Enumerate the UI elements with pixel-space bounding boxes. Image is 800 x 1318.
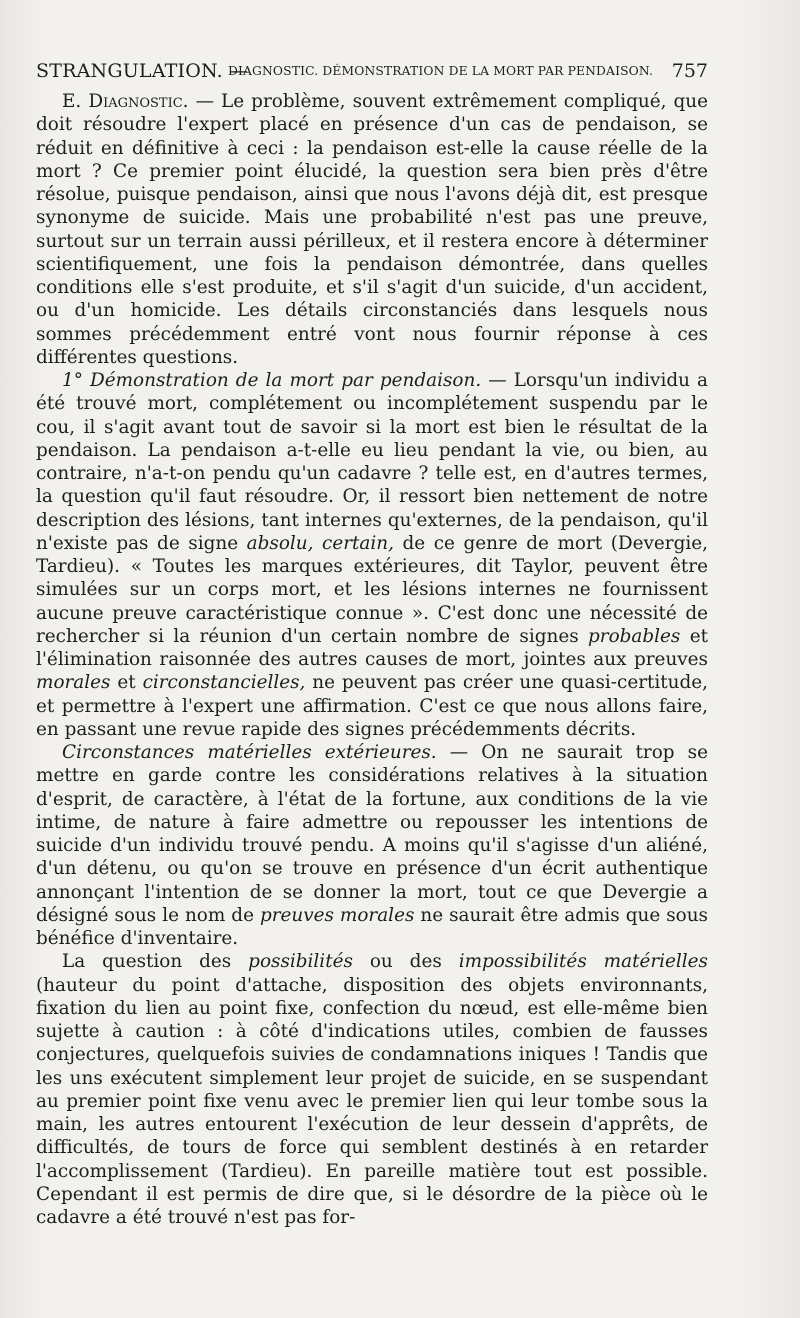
emphasis: preuves morales bbox=[259, 904, 415, 926]
paragraph-text: et bbox=[110, 672, 143, 694]
paragraph-text: — On ne saurait trop se mettre en garde contre les considérations relatives à la situation d'esprit, de caractère, à l'état de la fortune, aux conditions de la vie intime, de nature à faire admettre ou repousser les intentions de suicide d'un individu trouvé pendu. A moins qu'il s'agisse d'un aliéné, d'un détenu, ou qu'on se trouve en présence d'un écrit authentique annonçant l'intention de se donner la mort, tout ce que Devergie a désigné sous le nom de bbox=[36, 742, 708, 926]
paragraph-diagnostic bbox=[36, 90, 708, 369]
emphasis: probables bbox=[588, 625, 681, 647]
paragraph-circonstances bbox=[36, 741, 708, 950]
section-heading: Circonstances matérielles extérieures. bbox=[62, 742, 437, 763]
paragraph-text: (hauteur du point d'attache, disposition des objets environnants, fixation du lien au point fixe, confection du nœud, est elle-même bien sujette à caution : à côté d'indications utiles, combien de fausses conjectures, quelquefois suivies de condamnations iniques ! Tandis que les uns exécutent simplement leur projet de suicide, en se suspendant au premier point fixe venu avec le premier lien qui leur tombe sous la main, les autres entourent l'exécution de leur dessein d'apprêts, de difficultés, de tours de force qui semblent destinés à en retarder l'accomplissement (Tardieu). En pareille matière tout est possible. Cependant il est permis de dire que, si le désordre de la pièce où le cadavre a été trouvé n'est pas for- bbox=[36, 974, 708, 1228]
paragraph-text: — Le problème, souvent extrêmement compliqué, que doit résoudre l'expert placé en présence d'un cas de pendaison, se réduit en définitive à ceci : la pendaison est-elle la cause réelle de la mort ? Ce premier point élucidé, la question sera bien près d'être résolue, puisque pendaison, ainsi que nous l'avons déjà dit, est presque synonyme de suicide. Mais une probabilité n'est pas une preuve, surtout sur un terrain aussi périlleux, et il restera encore à déterminer scientifiquement, une fois la pendaison démontrée, dans quelles conditions elle s'est produite, et s'il s'agit d'un suicide, d'un accident, ou d'un homicide. Les détails circonstanciés dans lesquels nous sommes précédemment entré vont nous fournir réponse à ces différentes questions. bbox=[36, 91, 708, 368]
header-title: STRANGULATION. — bbox=[36, 60, 249, 82]
section-label: E. Diagnostic. bbox=[62, 91, 189, 112]
paragraph-text: ou des bbox=[352, 951, 459, 973]
paragraph-demonstration bbox=[36, 369, 708, 741]
page-number: 757 bbox=[671, 60, 708, 82]
paragraph-text: — Lorsqu'un individu a été trouvé mort, complétement ou incomplétement suspendu par le cou, il s'agit avant tout de savoir si la mort est bien le résultat de la pendaison. La pendaison a-t-elle eu lieu pendant la vie, ou bien, au contraire, n'a-t-on pendu qu'un cadavre ? telle est, en d'autres termes, la question qu'il faut résoudre. Or, il ressort bien nettement de notre description des lésions, tant internes qu'externes, de la pendaison, qu'il n'existe pas de signe bbox=[36, 370, 708, 554]
emphasis: morales bbox=[36, 672, 111, 694]
paragraph-possibilites bbox=[36, 950, 708, 1229]
paragraph-text: La question des bbox=[62, 951, 249, 973]
header-subtitle: DIAGNOSTIC. DÉMONSTRATION DE LA MORT PAR PENDAISON. bbox=[228, 64, 654, 78]
emphasis: impossibilités matérielles bbox=[458, 951, 708, 973]
paragraph-text: et l'élimination raisonnée des autres causes de mort, jointes aux preuves bbox=[36, 625, 708, 670]
emphasis: absolu, certain, bbox=[246, 532, 394, 554]
paragraph-text: de ce genre de mort (Devergie, Tardieu). « Toutes les marques extérieures, dit Taylor, peuvent être simulées sur un corps mort, et les lésions internes ne fournissent aucune preuve caractéristique connue ». C'est donc une nécessité de rechercher si la réunion d'un certain nombre de signes bbox=[36, 532, 708, 647]
body-text bbox=[36, 90, 708, 1229]
running-header bbox=[36, 60, 708, 86]
emphasis: possibilités bbox=[248, 951, 353, 973]
paragraph-text: ne peuvent pas créer une quasi-certitude, et permettre à l'expert une affirmation. C'est ce que nous allons faire, en passant une revue rapide des signes précédemments décrits. bbox=[36, 672, 709, 740]
emphasis: circonstancielles, bbox=[142, 672, 306, 694]
section-heading: 1° Démonstration de la mort par pendaison. bbox=[62, 370, 482, 391]
paragraph-text: ne saurait être admis que sous bénéfice d'inventaire. bbox=[36, 904, 708, 949]
